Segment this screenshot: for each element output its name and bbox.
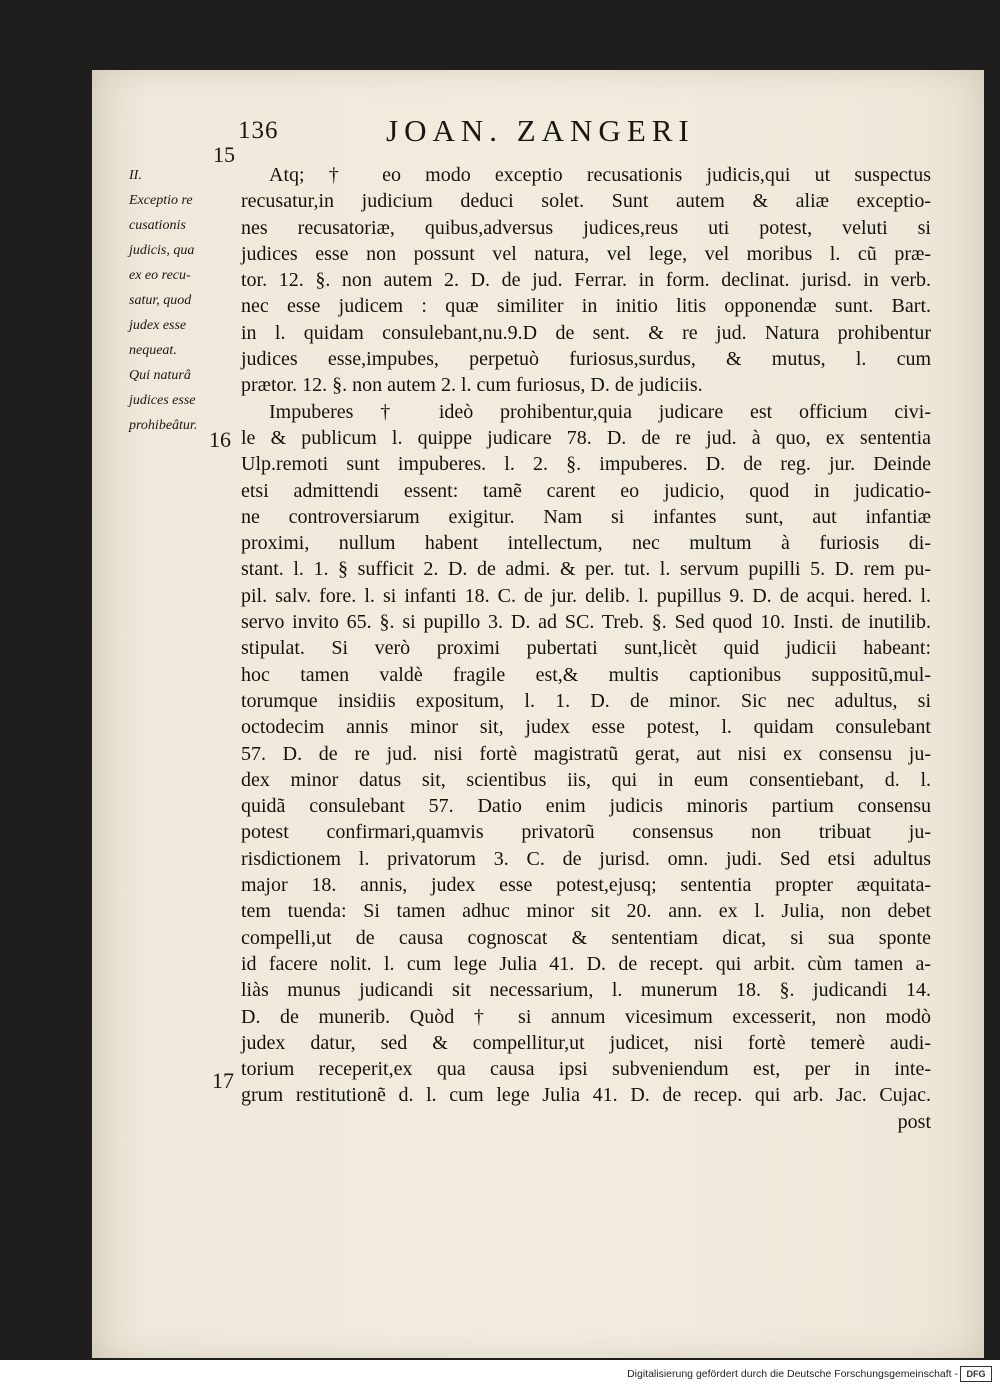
margin-note-number: II. <box>129 168 142 183</box>
line-number-15: 15 <box>213 142 235 167</box>
text-line: hoc tamen valdè fragile est,& multis captionibus suppositũ,mul- <box>241 663 931 686</box>
text-line: potest confirmari,quamvis privatorũ consensus non tribuat ju- <box>241 821 931 844</box>
text-line: Impuberes † ideò prohibentur,quia judicare est officium civi- <box>269 400 931 423</box>
text-line: grum restitutionẽ d. l. cum lege Julia 41. D. de recep. qui arb. Jac. Cujac. <box>241 1084 931 1107</box>
text-line: octodecim annis minor sit, judex esse potest, l. quidam consulebant <box>241 716 931 739</box>
text-line: id facere nolit. l. cum lege Julia 41. D. de recept. qui arbit. cùm tamen a- <box>241 952 931 975</box>
text-line: Ulp.remoti sunt impuberes. l. 2. §. impuberes. D. de reg. jur. Deinde <box>241 453 931 476</box>
text-line: prætor. 12. §. non autem 2. l. cum furiosus, D. de judiciis. <box>241 374 703 397</box>
text-line: major 18. annis, judex esse potest,ejusq; sententia propter æquitata- <box>241 874 931 897</box>
text-line: tor. 12. §. non autem 2. D. de jud. Ferrar. in form. declinat. jurisd. in verb. <box>241 269 931 292</box>
text-line: Atq; † eo modo exceptio recusationis judicis,qui ut suspectus <box>269 164 931 186</box>
text-line: liàs munus judicandi sit necessarium, l. munerum 18. §. judicandi 14. <box>241 979 931 1002</box>
margin-note <box>129 163 244 438</box>
text-line: ne controversiarum exigitur. Nam si infantes sunt, aut infantiæ <box>241 505 931 528</box>
text-line: proximi, nullum habent intellectum, nec multum à furiosis di- <box>241 532 931 555</box>
text-line: judices esse non possunt vel natura, vel lege, vel moribus l. cũ præ- <box>241 242 931 265</box>
margin-note-line: satur, quod <box>129 293 192 308</box>
funding-notice: Digitalisierung gefördert durch die Deutsche Forschungsgemeinschaft - <box>627 1368 958 1380</box>
line-number-17: 17 <box>212 1068 234 1093</box>
page-number: 136 <box>238 117 279 144</box>
text-line: dex minor datus sit, scientibus iis, qui in eum consentiebant, d. l. <box>241 768 931 791</box>
text-line: pil. salv. fore. l. si infanti 18. C. de jur. delib. l. pupillus 9. D. de acqui. hered. l. <box>241 584 931 607</box>
margin-note-line: Exceptio re <box>129 193 193 208</box>
dfg-logo: DFG <box>960 1366 992 1382</box>
text-line: judices esse,impubes, perpetuò furiosus,surdus, & mutus, l. cum <box>241 348 931 371</box>
footer-bar <box>0 1360 1000 1389</box>
text-line: torumque insidiis expositum, l. 1. D. de minor. Sic nec adultus, si <box>241 689 931 712</box>
text-line: etsi admittendi essent: tamẽ carent eo judicio, quod in judicatio- <box>241 479 931 502</box>
text-line: judex datur, sed & compellitur,ut judicet, nisi fortè temerè audi- <box>241 1031 931 1054</box>
text-line: servo invito 65. §. si pupillo 3. D. ad SC. Treb. §. Sed quod 10. Insti. de inutilib. <box>241 611 931 634</box>
margin-note-line: Qui naturâ <box>129 368 191 383</box>
margin-note-line: cusationis <box>129 218 186 233</box>
text-line: 57. D. de re jud. nisi fortè magistratũ gerat, aut nisi ex consensu ju- <box>241 742 931 765</box>
margin-note-line: ex eo recu- <box>129 268 191 283</box>
text-line: D. de munerib. Quòd † si annum vicesimum excesserit, non modò <box>241 1005 931 1028</box>
text-line: risdictionem l. privatorum 3. C. de jurisd. omn. judi. Sed etsi adultus <box>241 847 931 870</box>
line-number-16: 16 <box>209 427 231 452</box>
text-line: recusatur,in judicium deduci solet. Sunt autem & aliæ exceptio- <box>241 190 931 213</box>
margin-note-line: judices esse <box>129 393 196 408</box>
margin-note-line: judicis, qua <box>129 243 195 258</box>
text-line: torium receperit,ex qua causa ipsi subveniendum est, per in inte- <box>241 1058 931 1081</box>
text-line: tem tuenda: Si tamen adhuc minor sit 20. ann. ex l. Julia, non debet <box>241 900 931 923</box>
text-line: nec esse judicem : quæ similiter in initio litis opponendæ sunt. Bart. <box>241 295 931 318</box>
running-head <box>142 113 822 153</box>
text-line: le & publicum l. quippe judicare 78. D. de re jud. à quo, ex sententia <box>241 426 931 449</box>
text-line: compelli,ut de causa cognoscat & sententiam dicat, si sua sponte <box>241 926 931 949</box>
text-line: quidã consulebant 57. Datio enim judicis minoris partium consensu <box>241 795 931 818</box>
margin-note-line: nequeat. <box>129 343 177 358</box>
catchword: post <box>897 1110 931 1133</box>
text-line: stipulat. Si verò proximi pubertati sunt,licèt quid judicii habeant: <box>241 637 931 660</box>
text-line: in l. quidam consulebant,nu.9.D de sent. & re jud. Natura prohibentur <box>241 321 931 344</box>
margin-note-line: prohibeâtur. <box>129 418 198 433</box>
text-line: stant. l. 1. § sufficit 2. D. de admi. & per. tut. l. servum pupilli 5. D. rem pu- <box>241 558 931 581</box>
text-line: nes recusatoriæ, quibus,adversus judices,reus uti potest, veluti si <box>241 216 931 239</box>
running-title: JOAN. ZANGERI <box>386 113 695 148</box>
body-text <box>241 162 931 1135</box>
margin-note-line: judex esse <box>129 318 187 333</box>
